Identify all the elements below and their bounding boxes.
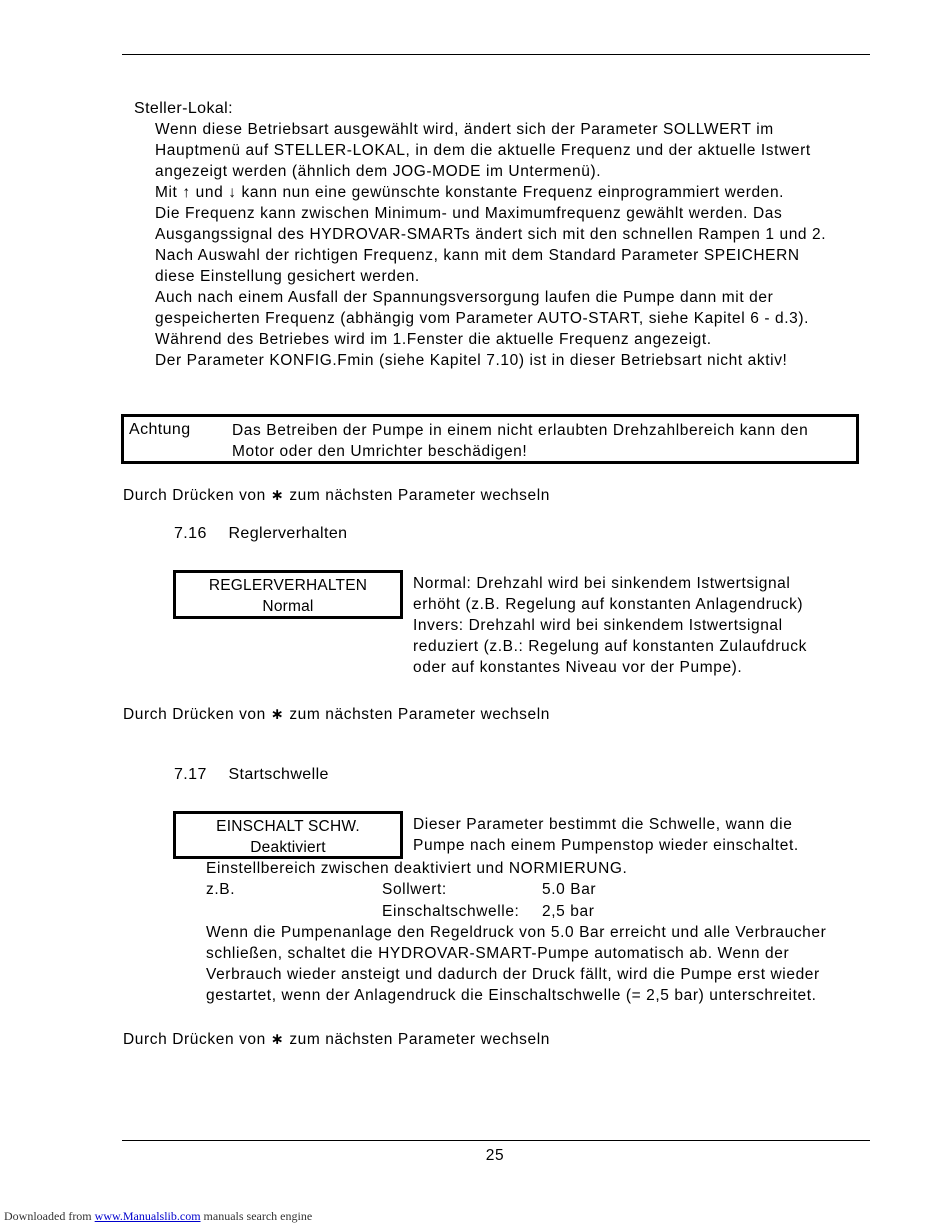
section-number: 7.16 xyxy=(174,525,207,542)
text-line: gespeicherten Frequenz (abhängig vom Parameter AUTO-START, siehe Kapitel 6 - d.3). xyxy=(155,310,810,327)
option-label: Normal: xyxy=(413,575,472,592)
startschwelle-description xyxy=(413,814,799,856)
range-line: Einstellbereich zwischen deaktiviert und NORMIERUNG. xyxy=(206,860,628,877)
paragraph-steller xyxy=(155,119,826,371)
text-line: Motor oder den Umrichter beschädigen! xyxy=(232,443,528,460)
section-717-heading xyxy=(174,764,329,785)
display-value: Normal xyxy=(262,598,314,615)
footer-prefix: Downloaded from xyxy=(4,1209,92,1223)
warning-box xyxy=(121,414,859,464)
text-line: Wenn diese Betriebsart ausgewählt wird, ändert sich der Parameter SOLLWERT im xyxy=(155,121,774,138)
text-line: erhöht (z.B. Regelung auf konstanten Anlagendruck) xyxy=(413,596,804,613)
next-parameter-hint xyxy=(123,704,550,725)
startschwelle-paragraph xyxy=(206,922,826,1006)
arrow-up-icon: ↑ xyxy=(182,184,191,201)
bottom-rule xyxy=(122,1140,870,1141)
hint-suffix: zum nächsten Parameter wechseln xyxy=(289,487,551,504)
option-label: Invers: xyxy=(413,617,464,634)
next-parameter-hint xyxy=(123,485,550,506)
text-line xyxy=(413,615,807,636)
text-fragment: Drehzahl wird bei sinkendem Istwertsignal xyxy=(468,617,783,634)
text-line: oder auf konstantes Niveau vor der Pumpe). xyxy=(413,659,743,676)
display-line: REGLERVERHALTEN xyxy=(208,577,368,594)
schwelle-value: 2,5 bar xyxy=(542,903,595,920)
text-line: reduziert (z.B.: Regelung auf konstanten Zulaufdruck xyxy=(413,638,807,655)
section-716-heading xyxy=(174,523,347,544)
text-line: gestartet, wenn der Anlagendruck die Einschaltschwelle (= 2,5 bar) unterschreitet. xyxy=(206,987,817,1004)
text-line: Dieser Parameter bestimmt die Schwelle, wann die xyxy=(413,816,793,833)
text-line: Ausgangssignal des HYDROVAR-SMARTs ändert sich mit den schnellen Rampen 1 und 2. xyxy=(155,226,827,243)
display-value: Deaktiviert xyxy=(250,839,326,856)
text-line: Auch nach einem Ausfall der Spannungsversorgung laufen die Pumpe dann mit der xyxy=(155,289,774,306)
text-line: Der Parameter KONFIG.Fmin (siehe Kapitel 7.10) ist in dieser Betriebsart nicht aktiv! xyxy=(155,352,788,369)
text-line: Verbrauch wieder ansteigt und dadurch der Druck fällt, wird die Pumpe erst wieder xyxy=(206,966,820,983)
text-line: Nach Auswahl der richtigen Frequenz, kann mit dem Standard Parameter SPEICHERN xyxy=(155,247,800,264)
section-number: 7.17 xyxy=(174,766,207,783)
download-footer xyxy=(4,1209,312,1224)
asterisk-icon: ∗ xyxy=(270,1031,285,1048)
schwelle-label: Einschaltschwelle: xyxy=(382,903,520,920)
arrow-line xyxy=(155,182,826,203)
text-line: Pumpe nach einem Pumpenstop wieder einschaltet. xyxy=(413,837,799,854)
section-title: Startschwelle xyxy=(228,766,329,783)
text-fragment: und xyxy=(195,184,224,201)
text-fragment: Mit xyxy=(155,184,178,201)
example-label: z.B. xyxy=(206,881,236,898)
text-line: Das Betreiben der Pumpe in einem nicht erlaubten Drehzahlbereich kann den xyxy=(232,422,809,439)
arrow-down-icon: ↓ xyxy=(228,184,237,201)
section-title: Steller-Lokal: xyxy=(134,100,233,117)
footer-link[interactable]: www.Manualslib.com xyxy=(94,1209,201,1223)
text-line: angezeigt werden (ähnlich dem JOG-MODE im Untermenü). xyxy=(155,163,602,180)
text-line: Hauptmenü auf STELLER-LOKAL, in dem die aktuelle Frequenz und der aktuelle Istwert xyxy=(155,142,811,159)
warning-text xyxy=(232,420,808,462)
top-rule xyxy=(122,54,870,55)
footer-suffix: manuals search engine xyxy=(203,1209,313,1223)
display-line: EINSCHALT SCHW. xyxy=(216,818,360,835)
text-line: diese Einstellung gesichert werden. xyxy=(155,268,420,285)
text-fragment: Drehzahl wird bei sinkendem Istwertsignal xyxy=(476,575,791,592)
hint-suffix: zum nächsten Parameter wechseln xyxy=(289,1031,551,1048)
section-title: Reglerverhalten xyxy=(228,525,348,542)
hint-suffix: zum nächsten Parameter wechseln xyxy=(289,706,551,723)
text-fragment: kann nun eine gewünschte konstante Frequenz einprogrammiert werden. xyxy=(241,184,785,201)
hint-prefix: Durch Drücken von xyxy=(123,706,266,723)
reglerverhalten-description xyxy=(413,573,807,678)
asterisk-icon: ∗ xyxy=(270,706,285,723)
text-line: Während des Betriebes wird im 1.Fenster die aktuelle Frequenz angezeigt. xyxy=(155,331,712,348)
display-box-einschalt xyxy=(173,811,403,859)
page-number: 25 xyxy=(485,1147,505,1164)
hint-prefix: Durch Drücken von xyxy=(123,1031,266,1048)
text-line: schließen, schaltet die HYDROVAR-SMART-Pumpe automatisch ab. Wenn der xyxy=(206,945,790,962)
warning-label: Achtung xyxy=(129,421,191,438)
sollwert-label: Sollwert: xyxy=(382,881,447,898)
next-parameter-hint xyxy=(123,1029,550,1050)
hint-prefix: Durch Drücken von xyxy=(123,487,266,504)
asterisk-icon: ∗ xyxy=(270,487,285,504)
text-line: Wenn die Pumpenanlage den Regeldruck von 5.0 Bar erreicht und alle Verbraucher xyxy=(206,924,827,941)
display-box-reglerverhalten xyxy=(173,570,403,619)
text-line: Die Frequenz kann zwischen Minimum- und Maximumfrequenz gewählt werden. Das xyxy=(155,205,783,222)
text-line xyxy=(413,573,807,594)
sollwert-value: 5.0 Bar xyxy=(542,881,597,898)
